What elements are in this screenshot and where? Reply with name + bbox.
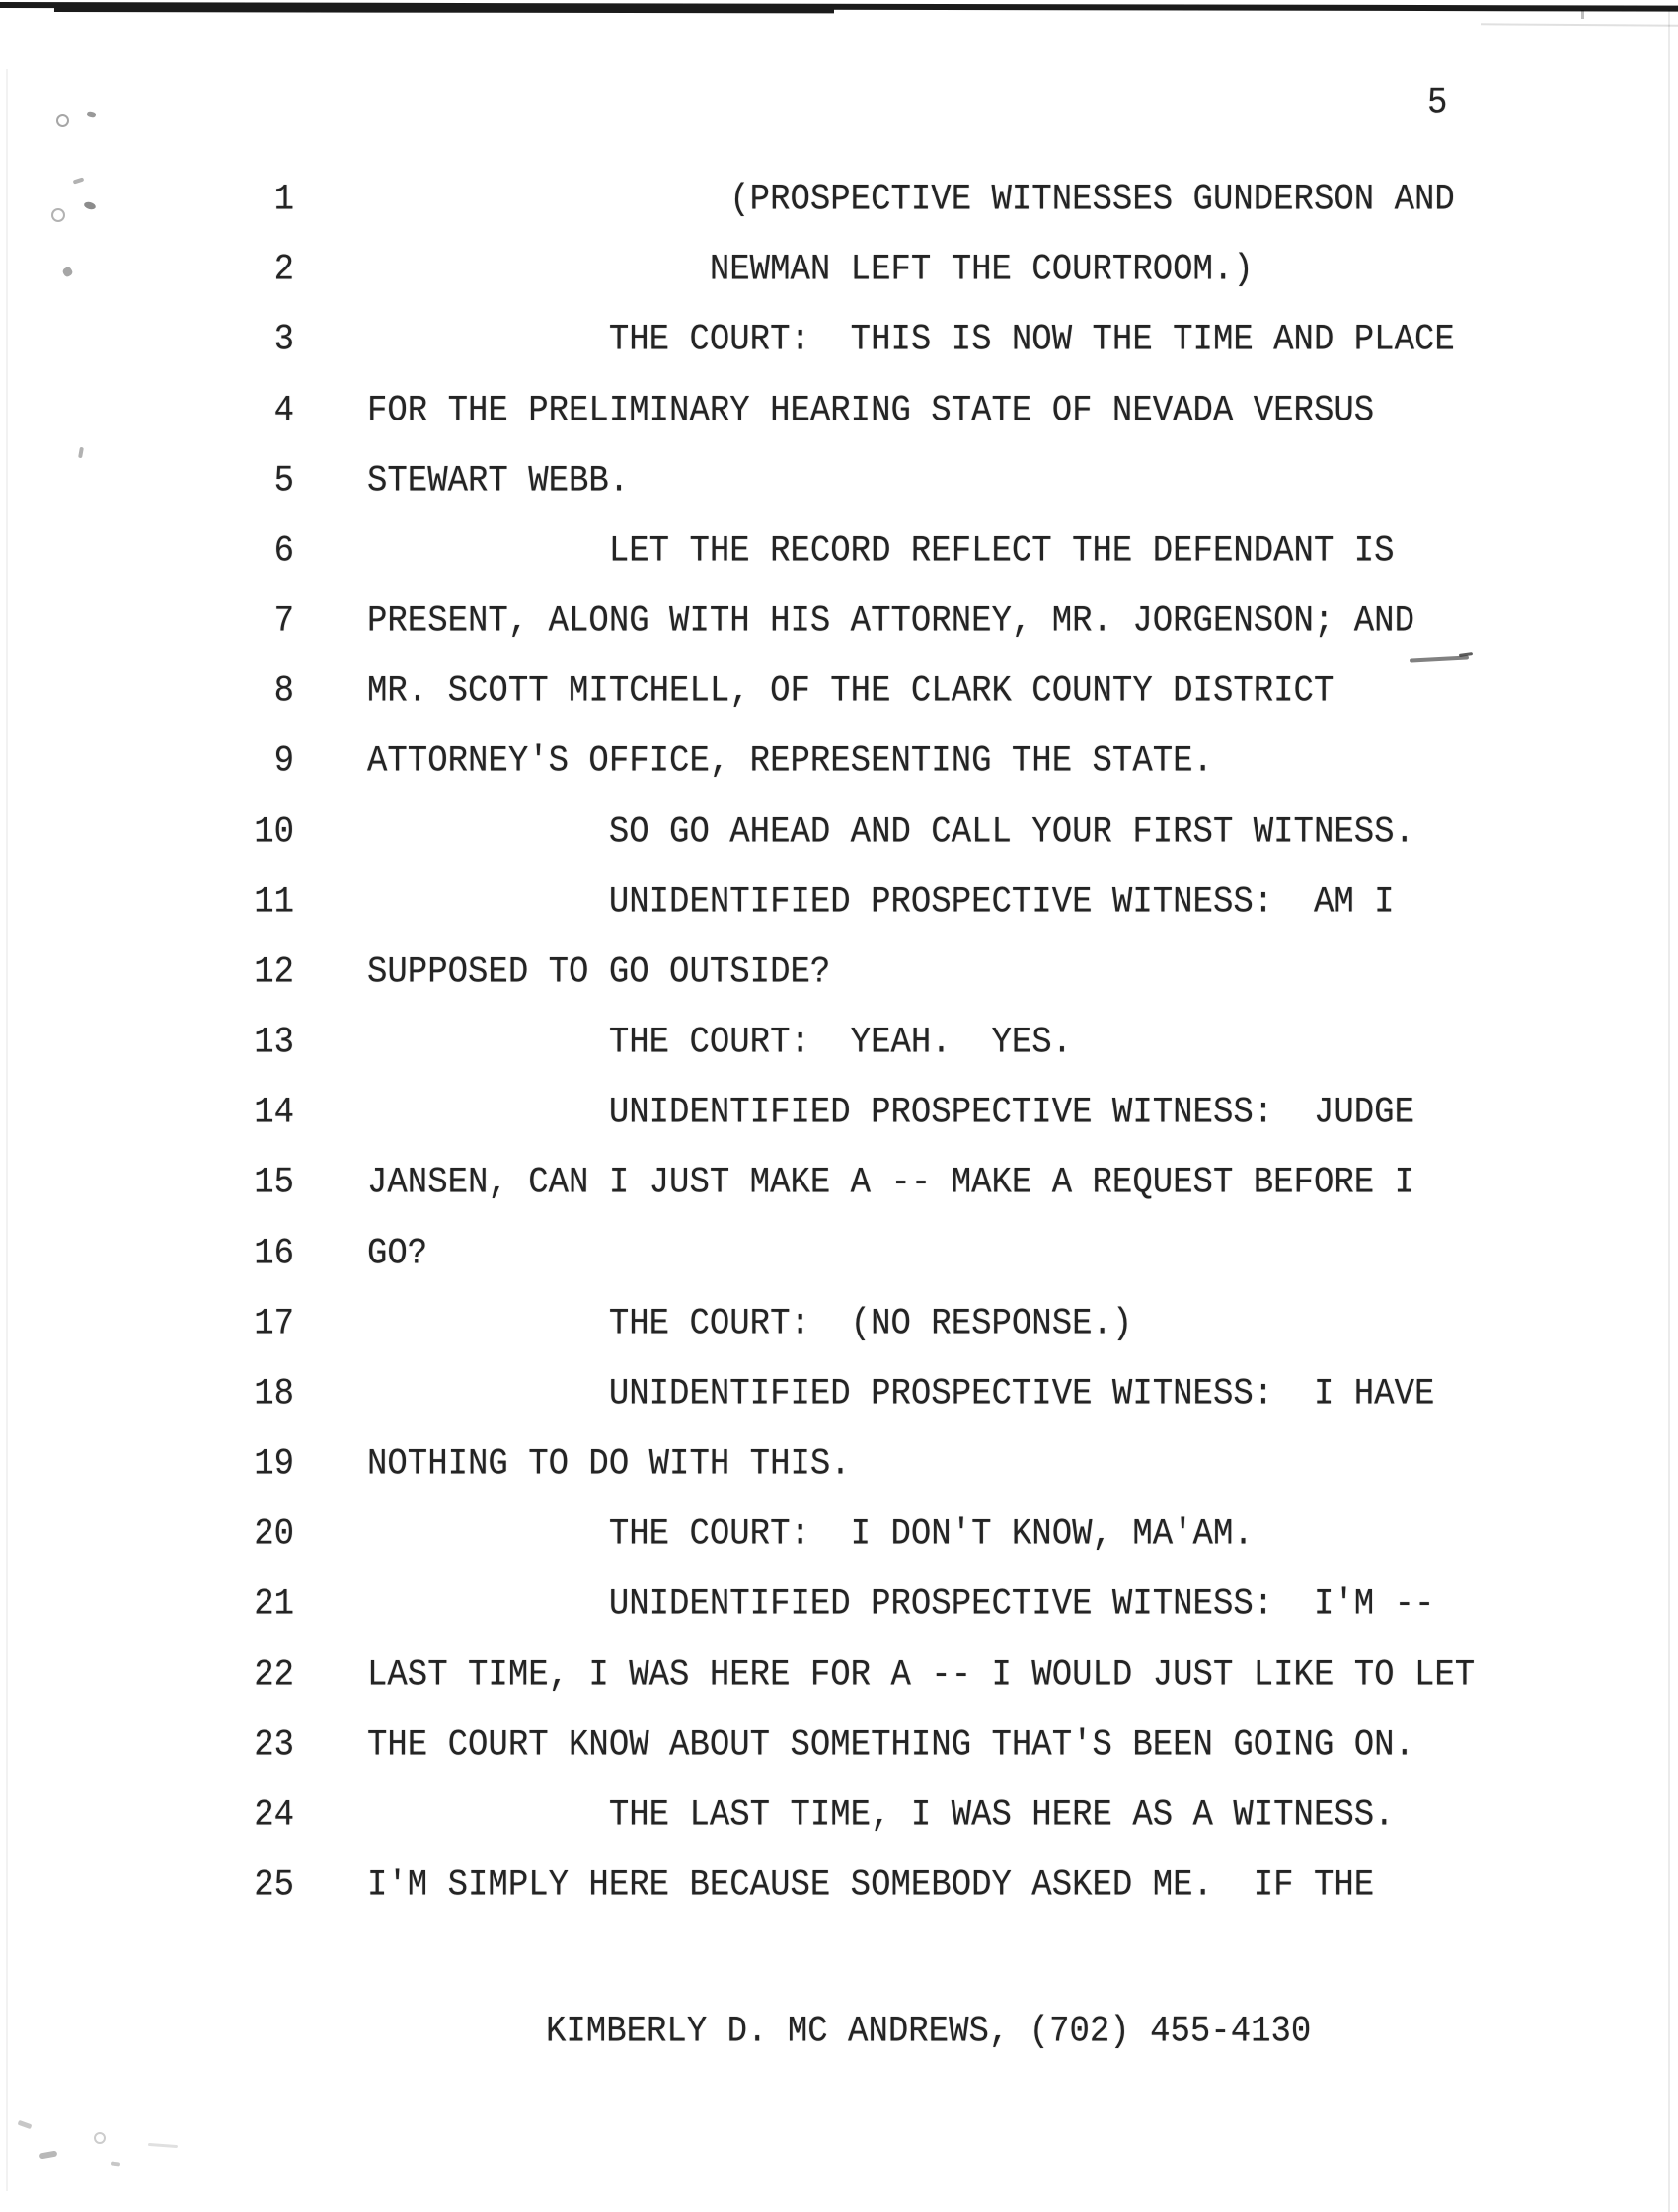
line-text: I'M SIMPLY HERE BECAUSE SOMEBODY ASKED ME. IF THE: [367, 1865, 1375, 1907]
line-number: 7: [273, 600, 294, 643]
line-number: 11: [254, 881, 294, 924]
line-text: THE COURT: (NO RESPONSE.): [367, 1303, 1133, 1345]
line-text: UNIDENTIFIED PROSPECTIVE WITNESS: AM I: [367, 881, 1395, 924]
line-number: 25: [254, 1865, 294, 1907]
line-text: NOTHING TO DO WITH THIS.: [367, 1443, 851, 1486]
transcript-line: [0, 1095, 1678, 1138]
scan-artifact-speck: [56, 114, 69, 127]
line-text: THE LAST TIME, I WAS HERE AS A WITNESS.: [367, 1794, 1395, 1837]
line-number: 4: [273, 390, 294, 432]
page-number: 5: [1427, 82, 1448, 124]
line-text: JANSEN, CAN I JUST MAKE A -- MAKE A REQUEST BEFORE I: [367, 1163, 1414, 1204]
line-text: SO GO AHEAD AND CALL YOUR FIRST WITNESS.: [367, 811, 1414, 854]
line-text: SUPPOSED TO GO OUTSIDE?: [367, 952, 831, 994]
line-number: 14: [254, 1093, 294, 1134]
transcript-line: [0, 1303, 1678, 1349]
transcript-line: [0, 1865, 1678, 1911]
transcript-line: [0, 1022, 1678, 1068]
transcript-line: [0, 881, 1678, 928]
transcript-line: [0, 390, 1678, 436]
transcript-line: [0, 1373, 1678, 1419]
line-text: UNIDENTIFIED PROSPECTIVE WITNESS: I HAVE: [367, 1373, 1435, 1415]
line-number: 17: [254, 1303, 294, 1345]
scan-artifact-top-bar-thick: [54, 3, 834, 13]
transcript-line: [0, 1586, 1678, 1630]
line-number: 22: [254, 1654, 294, 1697]
transcript-line: [0, 1724, 1678, 1771]
scan-artifact-speck: [78, 447, 84, 459]
transcript-line: [0, 249, 1678, 295]
line-number: 21: [254, 1584, 294, 1626]
line-text: THE COURT: I DON'T KNOW, MA'AM.: [367, 1514, 1254, 1556]
scan-artifact-top-right-line: [1481, 23, 1678, 26]
line-text: UNIDENTIFIED PROSPECTIVE WITNESS: JUDGE: [367, 1093, 1414, 1134]
transcript-line: [0, 1516, 1678, 1560]
line-number: 10: [254, 811, 294, 854]
line-text: GO?: [367, 1233, 428, 1275]
scan-artifact-speck: [111, 2161, 120, 2166]
line-number: 15: [254, 1163, 294, 1204]
scan-artifact-speck: [94, 2132, 106, 2144]
line-text: NEWMAN LEFT THE COURTROOM.): [367, 249, 1254, 291]
line-number: 23: [254, 1724, 294, 1767]
line-number: 18: [254, 1373, 294, 1415]
scan-artifact-speck: [18, 2120, 33, 2129]
transcript-line: [0, 1165, 1678, 1208]
transcript-line: [0, 1794, 1678, 1841]
line-number: 3: [273, 320, 294, 361]
scan-artifact-top-bar: [0, 2, 1678, 12]
line-text: UNIDENTIFIED PROSPECTIVE WITNESS: I'M --: [367, 1584, 1435, 1626]
scan-artifact-pencil-dash: [1410, 655, 1469, 662]
line-text: THE COURT KNOW ABOUT SOMETHING THAT'S BEEN GOING ON.: [367, 1724, 1414, 1767]
line-number: 2: [273, 249, 294, 291]
transcript-line: [0, 811, 1678, 858]
transcript-line: [0, 954, 1678, 998]
line-number: 16: [254, 1233, 294, 1275]
line-number: 24: [254, 1794, 294, 1837]
transcript-line: [0, 1233, 1678, 1279]
line-number: 20: [254, 1514, 294, 1556]
scan-artifact-speck: [148, 2143, 178, 2148]
line-text: LAST TIME, I WAS HERE FOR A -- I WOULD JUST LIKE TO LET: [367, 1654, 1476, 1697]
reporter-footer: KIMBERLY D. MC ANDREWS, (702) 455-4130: [546, 2011, 1312, 2053]
line-number: 19: [254, 1443, 294, 1486]
line-text: THE COURT: YEAH. YES.: [367, 1022, 1073, 1064]
transcript-line: [0, 1654, 1678, 1701]
line-text: THE COURT: THIS IS NOW THE TIME AND PLACE: [367, 320, 1455, 361]
transcript-line: [0, 460, 1678, 506]
line-number: 1: [273, 179, 294, 221]
line-text: STEWART WEBB.: [367, 460, 630, 502]
transcript-line: [0, 322, 1678, 365]
transcript-line: [0, 743, 1678, 787]
line-number: 8: [273, 670, 294, 713]
transcript-line: [0, 530, 1678, 576]
line-text: FOR THE PRELIMINARY HEARING STATE OF NEVADA VERSUS: [367, 390, 1375, 432]
line-number: 12: [254, 952, 294, 994]
scan-artifact-speck: [39, 2150, 58, 2159]
transcript-line: [0, 179, 1678, 225]
scan-artifact-speck: [86, 111, 96, 118]
line-text: PRESENT, ALONG WITH HIS ATTORNEY, MR. JORGENSON; AND: [367, 600, 1414, 643]
line-text: MR. SCOTT MITCHELL, OF THE CLARK COUNTY DISTRICT: [367, 670, 1335, 713]
transcript-line: [0, 670, 1678, 717]
transcript-line: [0, 1443, 1678, 1489]
scan-artifact-top-tick: [1581, 10, 1584, 19]
line-text: ATTORNEY'S OFFICE, REPRESENTING THE STATE.: [367, 741, 1213, 783]
transcript-line: [0, 600, 1678, 647]
line-text: LET THE RECORD REFLECT THE DEFENDANT IS: [367, 530, 1395, 572]
line-text: (PROSPECTIVE WITNESSES GUNDERSON AND: [367, 179, 1455, 221]
line-number: 13: [254, 1022, 294, 1064]
line-number: 9: [273, 741, 294, 783]
line-number: 6: [273, 530, 294, 572]
scan-artifact-pencil-dash-tip: [1459, 652, 1473, 657]
line-number: 5: [273, 460, 294, 502]
